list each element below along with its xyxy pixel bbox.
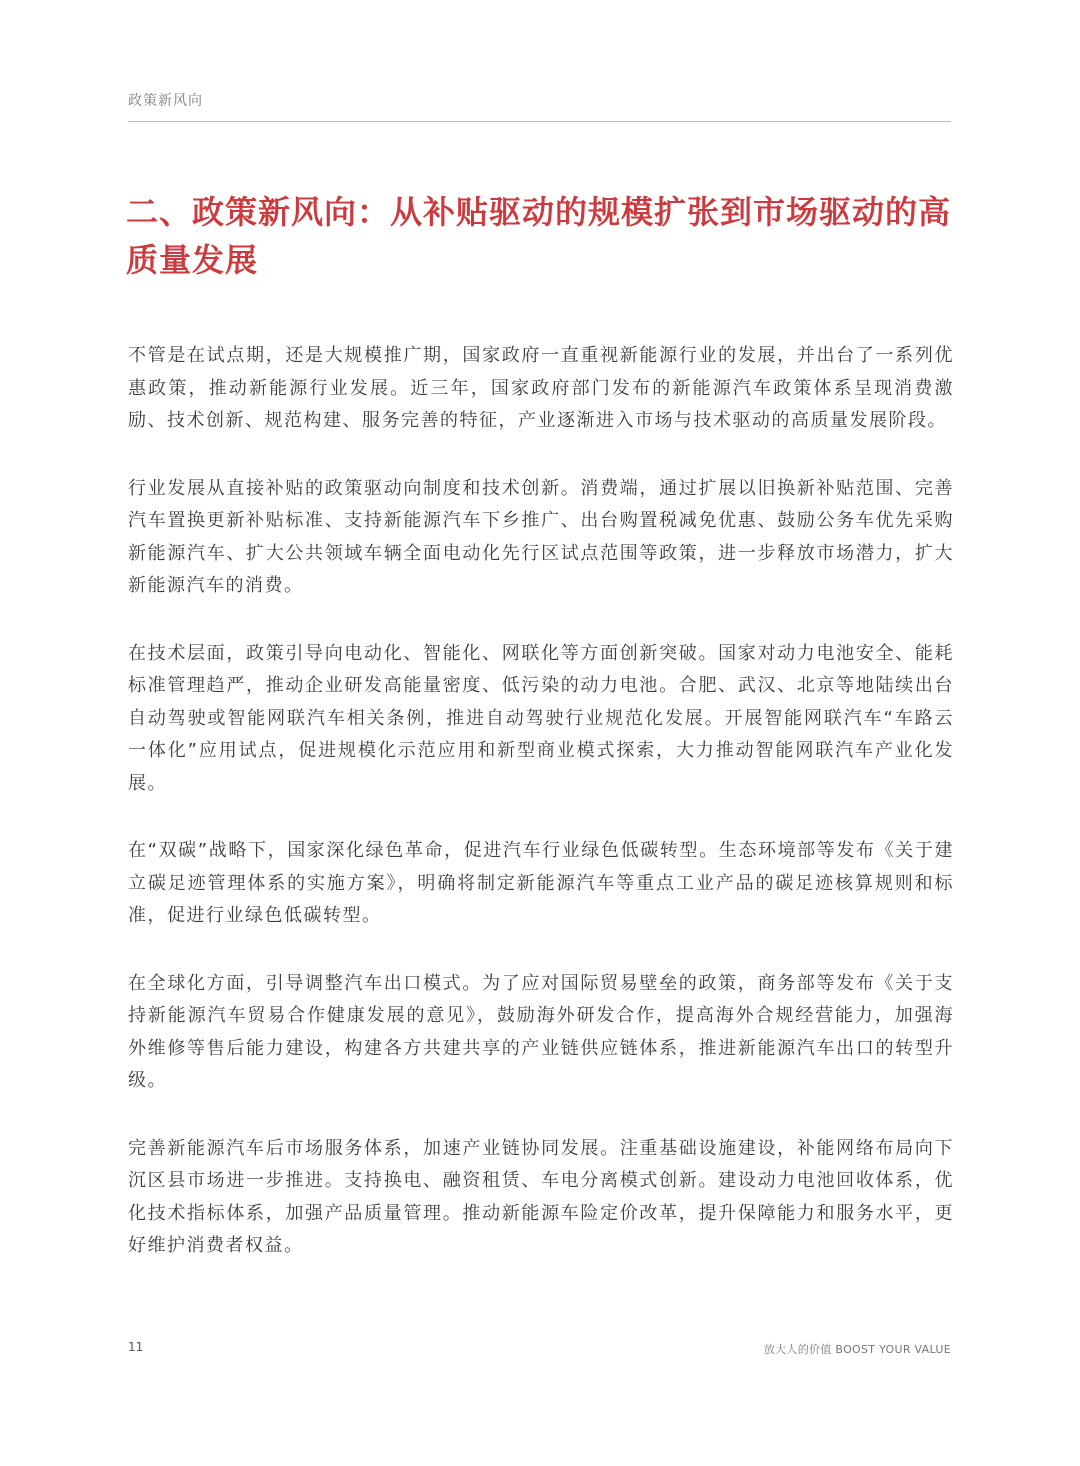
header-divider (128, 121, 951, 122)
paragraph-6: 完善新能源汽车后市场服务体系，加速产业链协同发展。注重基础设施建设，补能网络布局向下沉区县市场进一步推进。支持换电、融资租赁、车电分离模式创新。建设动力电池回收体系，优化技术指标体系，加强产品质量管理。推动新能源车险定价改革，提升保障能力和服务水平，更好维护消费者权益。 (128, 1137, 954, 1256)
body-text (128, 340, 954, 1298)
paragraph-4: 在“双碳”战略下，国家深化绿色革命，促进汽车行业绿色低碳转型。生态环境部等发布《关于建立碳足迹管理体系的实施方案》，明确将制定新能源汽车等重点工业产品的碳足迹核算规则和标准，促进行业绿色低碳转型。 (128, 840, 954, 926)
page-number: 11 (128, 1340, 144, 1354)
section-title: 二、政策新风向：从补贴驱动的规模扩张到市场驱动的高质量发展 (126, 193, 952, 279)
running-header: 政策新风向 (128, 93, 203, 109)
paragraph-1: 不管是在试点期，还是大规模推广期，国家政府一直重视新能源行业的发展，并出台了一系列优惠政策，推动新能源行业发展。近三年，国家政府部门发布的新能源汽车政策体系呈现消费激励、技术创新、规范构建、服务完善的特征，产业逐渐进入市场与技术驱动的高质量发展阶段。 (128, 345, 954, 431)
paragraph-3: 在技术层面，政策引导向电动化、智能化、网联化等方面创新突破。国家对动力电池安全、能耗标准管理趋严，推动企业研发高能量密度、低污染的动力电池。合肥、武汉、北京等地陆续出台自动驾驶或智能网联汽车相关条例，推进自动驾驶行业规范化发展。开展智能网联汽车“车路云一体化”应用试点，促进规模化示范应用和新型商业模式探索，大力推动智能网联汽车产业化发展。 (128, 642, 954, 794)
paragraph-2: 行业发展从直接补贴的政策驱动向制度和技术创新。消费端，通过扩展以旧换新补贴范围、完善汽车置换更新补贴标准、支持新能源汽车下乡推广、出台购置税减免优惠、鼓励公务车优先采购新能源汽车、扩大公共领域车辆全面电动化先行区试点范围等政策，进一步释放市场潜力，扩大新能源汽车的消费。 (128, 477, 954, 596)
paragraph-5: 在全球化方面，引导调整汽车出口模式。为了应对国际贸易壁垒的政策，商务部等发布《关于支持新能源汽车贸易合作健康发展的意见》，鼓励海外研发合作，提高海外合规经营能力，加强海外维修等售后能力建设，构建各方共建共享的产业链供应链体系，推进新能源汽车出口的转型升级。 (128, 972, 954, 1091)
footer-slogan: 放大人的价值 BOOST YOUR VALUE (763, 1343, 951, 1356)
